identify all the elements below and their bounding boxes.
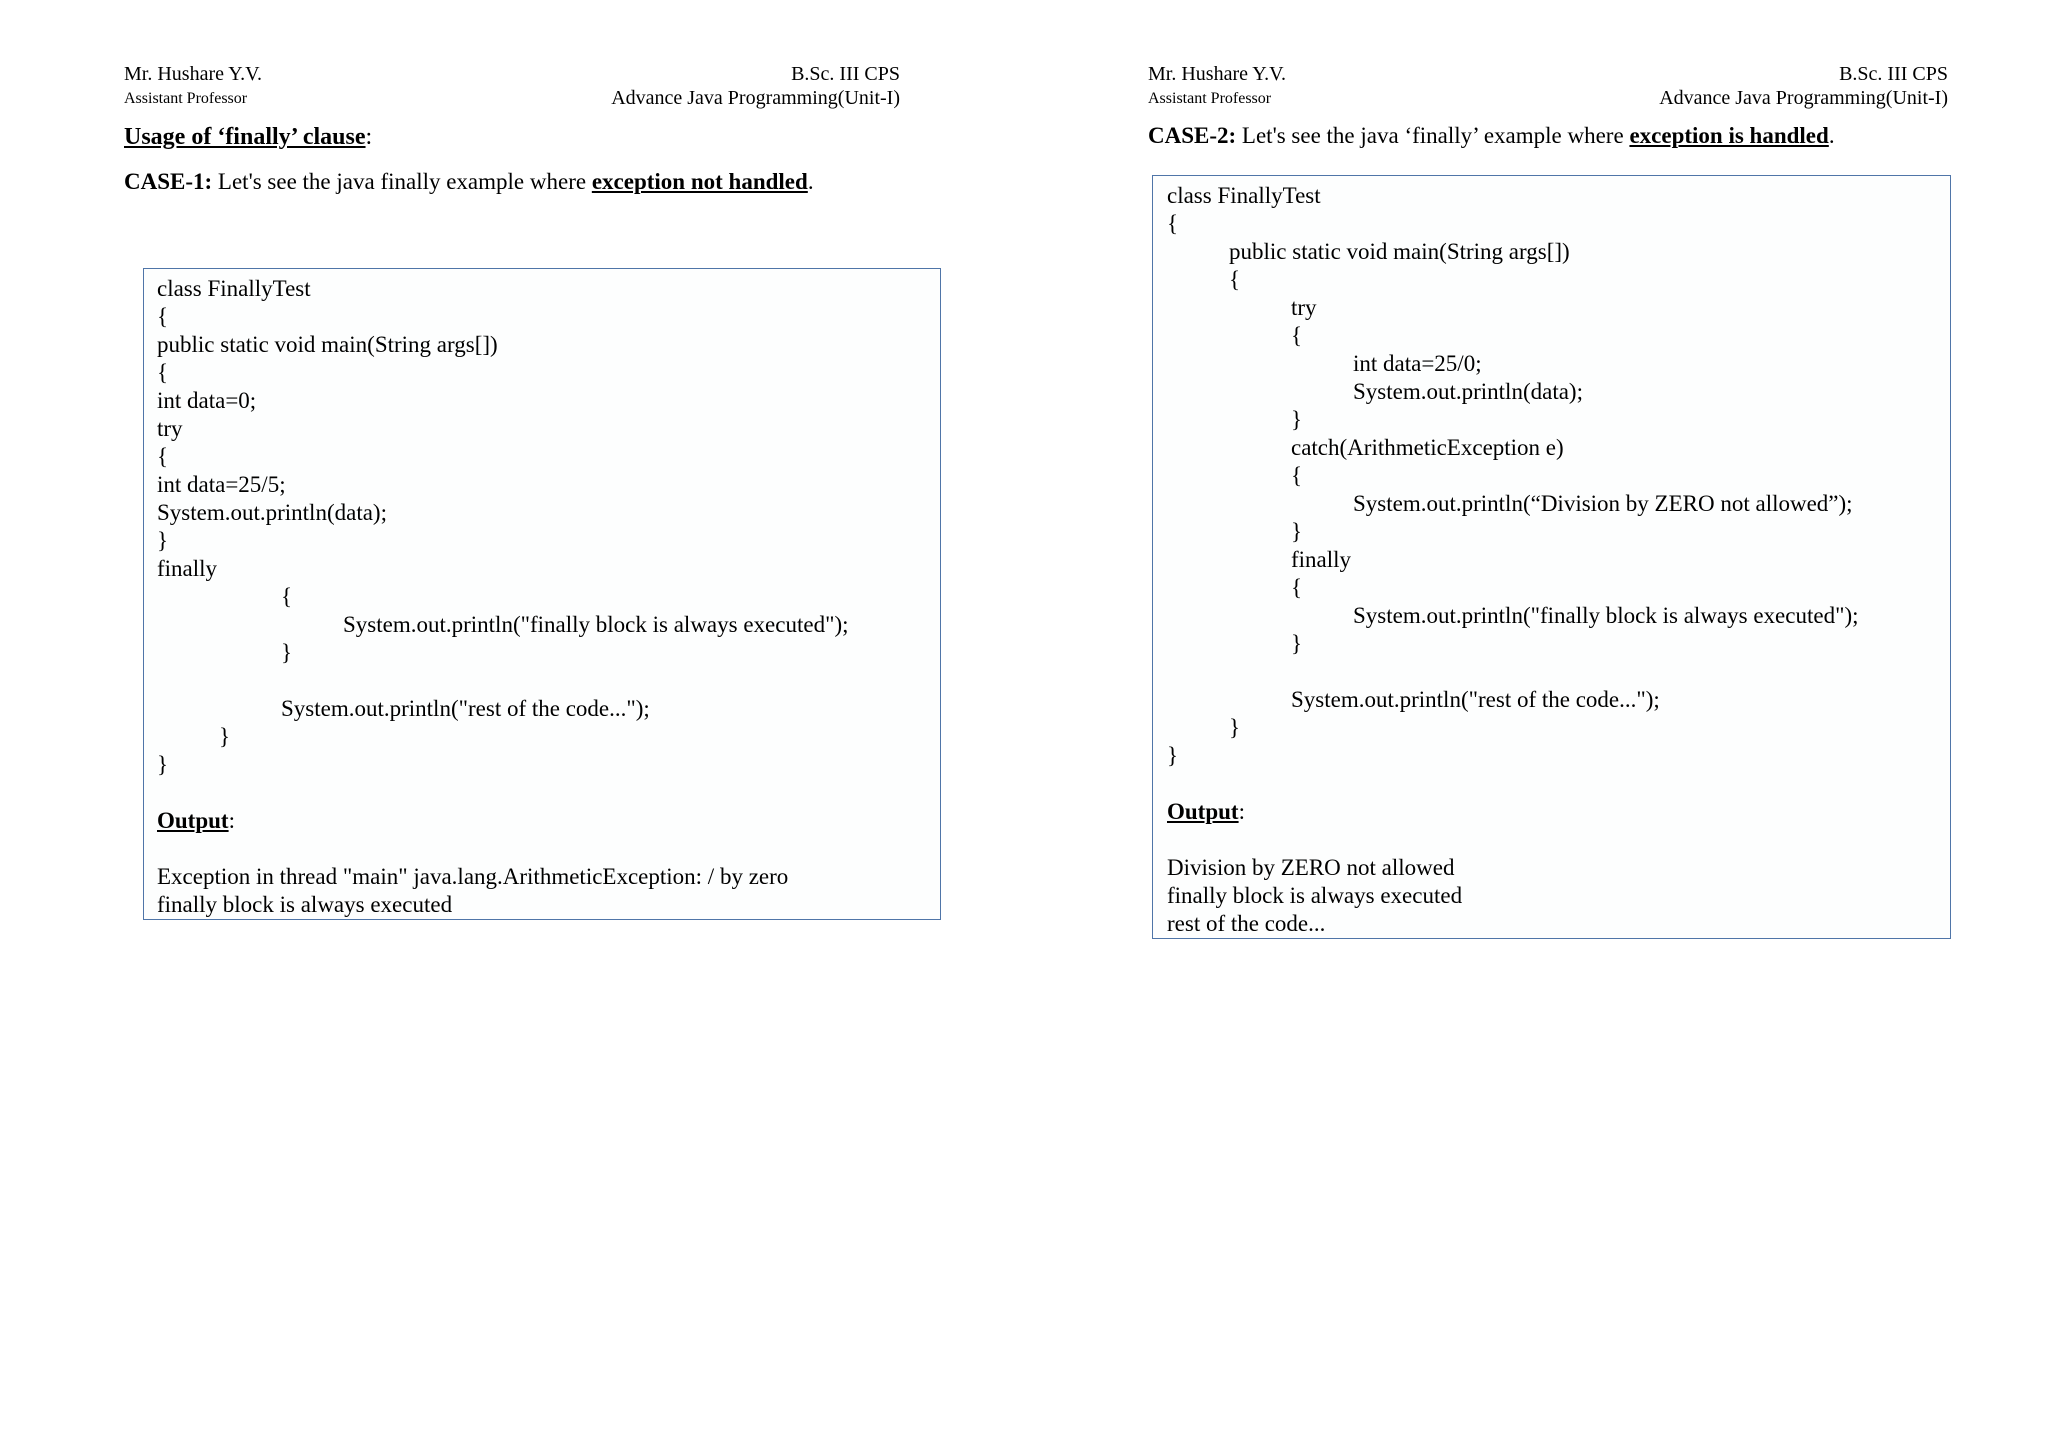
right-page	[1024, 0, 2048, 1448]
code-line: System.out.println("finally block is always executed");	[343, 612, 849, 637]
code-line	[157, 835, 849, 863]
code-line: System.out.println(“Division by ZERO not allowed”);	[1353, 491, 1853, 516]
output-colon: :	[1238, 799, 1245, 824]
case-2-end: .	[1828, 123, 1835, 148]
output-heading	[1167, 798, 1859, 826]
case-1-label: CASE-1:	[124, 169, 213, 194]
code-line	[1167, 658, 1859, 686]
subject-name: Advance Java Programming(Unit-I)	[611, 87, 900, 109]
code-line: catch(ArithmeticException e)	[1291, 435, 1564, 460]
course-name: B.Sc. III CPS	[1839, 63, 1948, 85]
code-line: {	[1291, 575, 1303, 600]
code-line: System.out.println("rest of the code...");	[1291, 687, 1660, 712]
code-line: class FinallyTest	[157, 276, 311, 301]
code-line: Exception in thread "main" java.lang.ArithmeticException: / by zero	[157, 864, 789, 889]
code-line: {	[1291, 323, 1303, 348]
subject-name: Advance Java Programming(Unit-I)	[1659, 87, 1948, 109]
code-line: }	[1291, 407, 1303, 432]
section-heading-colon: :	[365, 124, 373, 150]
code-line: public static void main(String args[])	[157, 332, 498, 357]
code-line: }	[157, 752, 169, 777]
code-line: {	[281, 584, 293, 609]
code-line: {	[157, 444, 169, 469]
code-line: System.out.println("finally block is always executed");	[1353, 603, 1859, 628]
case-2-emphasis: exception is handled	[1629, 123, 1829, 148]
author-role: Assistant Professor	[124, 90, 248, 107]
code-line: int data=25/5;	[157, 472, 286, 497]
code-line: }	[157, 528, 169, 553]
code-line: {	[1291, 463, 1303, 488]
case-1-code	[157, 275, 849, 919]
code-line: int data=25/0;	[1353, 351, 1482, 376]
output-colon: :	[228, 808, 235, 833]
author-role: Assistant Professor	[1148, 90, 1272, 107]
code-line: finally	[157, 556, 218, 581]
course-name: B.Sc. III CPS	[791, 63, 900, 85]
author-name: Mr. Hushare Y.V.	[1148, 63, 1286, 85]
code-line: }	[1291, 631, 1303, 656]
code-line	[157, 779, 849, 807]
code-line: try	[1291, 295, 1317, 320]
case-2-code	[1167, 182, 1859, 938]
code-line: Division by ZERO not allowed	[1167, 855, 1455, 880]
code-line: }	[1291, 519, 1303, 544]
case-1-end: .	[807, 169, 814, 194]
code-line: {	[1229, 267, 1241, 292]
section-heading	[124, 124, 372, 151]
code-line: }	[281, 640, 293, 665]
code-line: finally block is always executed	[157, 892, 453, 917]
code-line: }	[1229, 715, 1241, 740]
case-2-line	[1148, 123, 1835, 149]
case-2-text: Let's see the java ‘finally’ example where	[1236, 123, 1630, 148]
case-1-line	[124, 169, 814, 195]
code-line: {	[157, 360, 169, 385]
code-line: }	[1167, 743, 1179, 768]
code-line: int data=0;	[157, 388, 257, 413]
output-heading	[157, 807, 849, 835]
code-line	[157, 667, 849, 695]
code-line: {	[157, 304, 169, 329]
output-label: Output	[157, 808, 229, 833]
case-1-text: Let's see the java finally example where	[212, 169, 592, 194]
code-line: {	[1167, 211, 1179, 236]
case-2-label: CASE-2:	[1148, 123, 1237, 148]
code-line: rest of the code...	[1167, 911, 1326, 936]
code-line: finally	[1291, 547, 1352, 572]
code-line: public static void main(String args[])	[1229, 239, 1570, 264]
code-line: System.out.println(data);	[1353, 379, 1583, 404]
code-line	[1167, 770, 1859, 798]
code-line: try	[157, 416, 183, 441]
output-label: Output	[1167, 799, 1239, 824]
code-line: }	[219, 724, 231, 749]
code-line	[1167, 826, 1859, 854]
case-1-emphasis: exception not handled	[591, 169, 808, 194]
section-heading-text: Usage of ‘finally’ clause	[124, 124, 366, 150]
code-line: System.out.println("rest of the code...");	[281, 696, 650, 721]
code-line: finally block is always executed	[1167, 883, 1463, 908]
author-name: Mr. Hushare Y.V.	[124, 63, 262, 85]
code-line: System.out.println(data);	[157, 500, 387, 525]
code-line: class FinallyTest	[1167, 183, 1321, 208]
